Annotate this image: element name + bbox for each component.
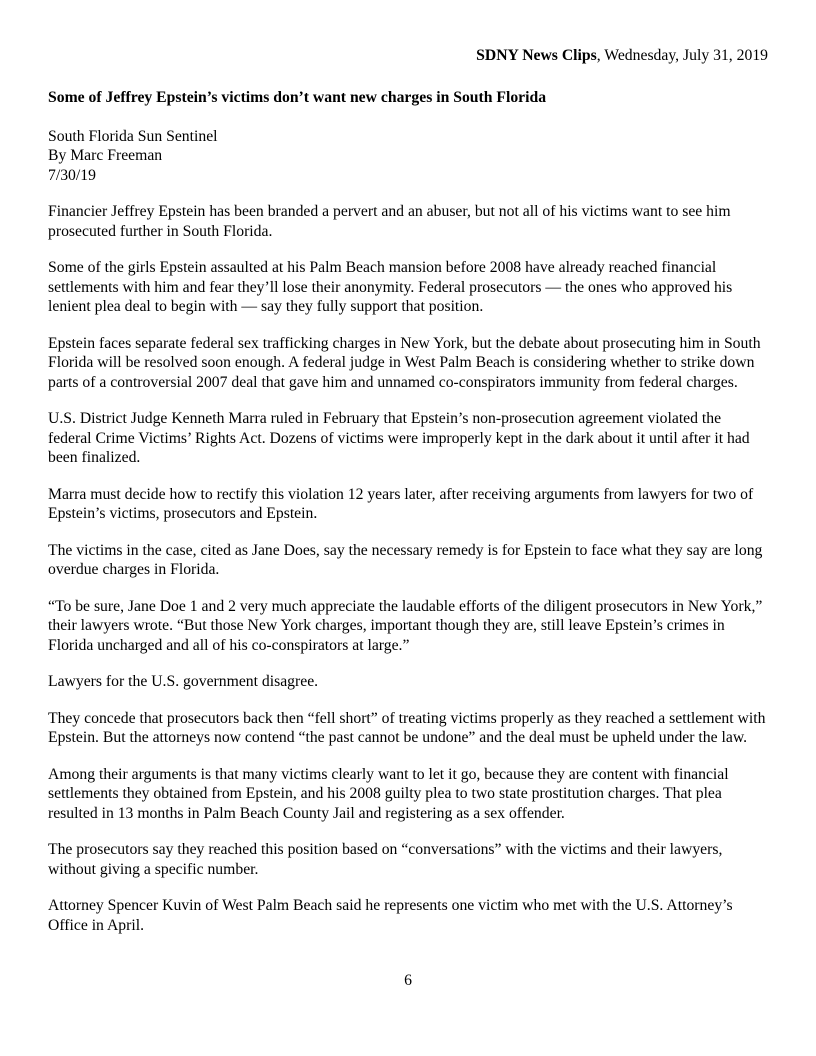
header-publication: SDNY News Clips (476, 47, 597, 64)
paragraph: Among their arguments is that many victims clearly want to let it go, because they are content with financial settlements they obtained from Epstein, and his 2008 guilty plea to two state prostitution charges. That plea resulted in 13 months in Palm Beach County Jail and registering as a sex offender. (48, 765, 729, 822)
page-header (48, 46, 768, 66)
paragraph: The victims in the case, cited as Jane Does, say the necessary remedy is for Epstein to face what they say are long overdue charges in Florida. (48, 541, 763, 578)
article-byline: By Marc Freeman (48, 147, 163, 164)
byline-block (48, 127, 768, 186)
paragraph: U.S. District Judge Kenneth Marra ruled in February that Epstein’s non-prosecution agreement violated the federal Crime Victims’ Rights Act. Dozens of victims were improperly kept in the dark about it until after it had been finalized. (48, 410, 750, 466)
paragraph: Marra must decide how to rectify this violation 12 years later, after receiving arguments from lawyers for two of Epstein’s victims, prosecutors and Epstein. (48, 485, 754, 522)
paragraph: Lawyers for the U.S. government disagree. (48, 673, 319, 690)
paragraph: Some of the girls Epstein assaulted at his Palm Beach mansion before 2008 have already reached financial settlements with him and fear they’ll lose their anonymity. Federal prosecutors — the ones who approved his lenient plea deal to begin with — say they fully support that position. (48, 259, 733, 315)
header-date: , Wednesday, July 31, 2019 (596, 47, 768, 64)
article-headline: Some of Jeffrey Epstein’s victims don’t want new charges in South Florida (48, 88, 547, 106)
paragraph: Attorney Spencer Kuvin of West Palm Beach said he represents one victim who met with the U.S. Attorney’s Office in April. (48, 897, 733, 934)
article-source: South Florida Sun Sentinel (48, 127, 218, 145)
paragraph: Epstein faces separate federal sex trafficking charges in New York, but the debate about prosecuting him in South Florida will be resolved soon enough. A federal judge in West Palm Beach is considering whether to strike down parts of a controversial 2007 deal that gave him and unnamed co-conspirators immunity from federal charges. (48, 334, 761, 391)
paragraph: The prosecutors say they reached this position based on “conversations” with the victims and their lawyers, without giving a specific number. (48, 841, 723, 878)
article-date: 7/30/19 (48, 166, 96, 184)
paragraph: They concede that prosecutors back then “fell short” of treating victims properly as they reached a settlement with Epstein. But the attorneys now contend “the past cannot be undone” and the deal must be upheld under the law. (48, 709, 766, 746)
paragraph: “To be sure, Jane Doe 1 and 2 very much appreciate the laudable efforts of the diligent prosecutors in New York,” their lawyers wrote. “But those New York charges, important though they are, still leave Epstein’s crimes in Florida uncharged and all of his co-conspirators at large.” (48, 597, 763, 654)
page-number: 6 (404, 971, 412, 989)
paragraph: Financier Jeffrey Epstein has been branded a pervert and an abuser, but not all of his victims want to see him prosecuted further in South Florida. (48, 203, 731, 240)
